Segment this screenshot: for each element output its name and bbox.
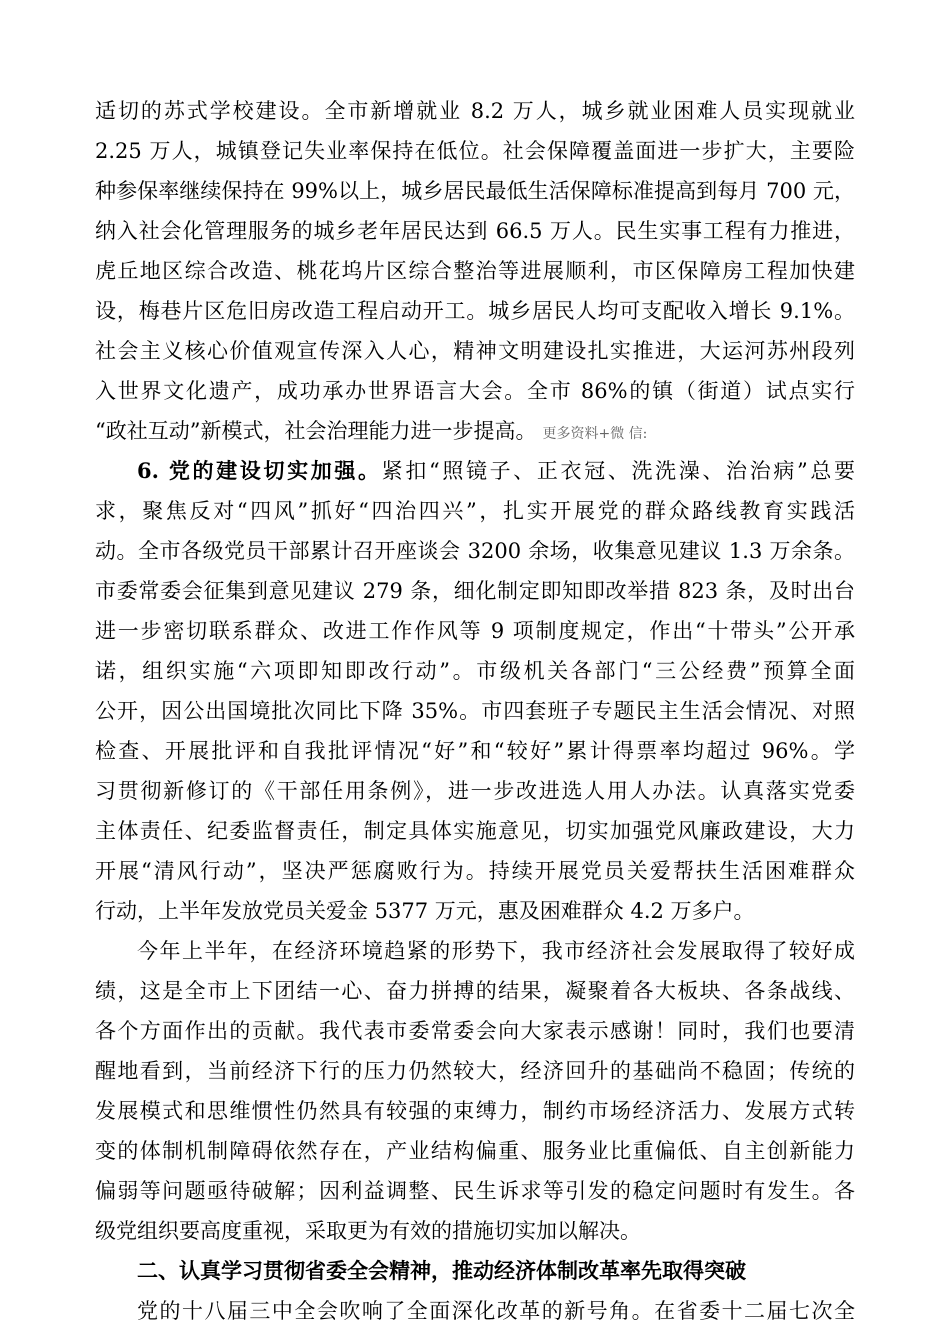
section-6-heading: 6. 党的建设切实加强。 — [137, 458, 382, 483]
paragraph-line: 纳入社会化管理服务的城乡老年居民达到 66.5 万人。民生实事工程有力推进， — [95, 219, 855, 243]
paragraph-line: 2.25 万人，城镇登记失业率保持在低位。社会保障覆盖面进一步扩大，主要险 — [95, 139, 855, 163]
paragraph-line: 绩，这是全市上下团结一心、奋力拼搏的结果，凝聚着各大板块、各条战线、 — [95, 979, 855, 1003]
paragraph-line-text: “政社互动”新模式，社会治理能力进一步提高。 — [95, 419, 537, 443]
paragraph-line: 社会主义核心价值观宣传深入人心，精神文明建设扎实推进，大运河苏州段列 — [95, 339, 855, 363]
paragraph-line: 虎丘地区综合改造、桃花坞片区综合整治等进展顺利，市区保障房工程加快建 — [95, 259, 855, 283]
paragraph-line: 醒地看到，当前经济下行的压力仍然较大，经济回升的基础尚不稳固；传统的 — [95, 1059, 855, 1083]
section-6-first-line — [137, 451, 855, 491]
paragraph-line: 级党组织要高度重视，采取更为有效的措施切实加以解决。 — [95, 1219, 641, 1243]
paragraph-line: 检查、开展批评和自我批评情况“好”和“较好”累计得票率均超过 96%。学 — [95, 739, 855, 763]
section-2-heading: 二、认真学习贯彻省委全会精神，推动经济体制改革率先取得突破 — [137, 1258, 746, 1283]
paragraph-line: 主体责任、纪委监督责任，制定具体实施意见，切实加强党风廉政建设，大力 — [95, 819, 855, 843]
paragraph-line: 公开，因公出国境批次同比下降 35%。市四套班子专题民主生活会情况、对照 — [95, 699, 855, 723]
paragraph-line: 种参保率继续保持在 99%以上，城乡居民最低生活保障标准提高到每月 700 元， — [95, 179, 855, 203]
paragraph-line: 发展模式和思维惯性仍然具有较强的束缚力，制约市场经济活力、发展方式转 — [95, 1099, 855, 1123]
paragraph-line: 行动，上半年发放党员关爱金 5377 万元，惠及困难群众 4.2 万多户。 — [95, 899, 755, 923]
paragraph-line: 设，梅巷片区危旧房改造工程启动开工。城乡居民人均可支配收入增长 9.1%。 — [95, 299, 855, 323]
paragraph-line: 今年上半年，在经济环境趋紧的形势下，我市经济社会发展取得了较好成 — [137, 939, 855, 963]
paragraph-line: 市委常委会征集到意见建议 279 条，细化制定即知即改举措 823 条，及时出台 — [95, 579, 855, 603]
paragraph-line: 习贯彻新修订的《干部任用条例》，进一步改进选人用人办法。认真落实党委 — [95, 779, 855, 803]
paragraph-line: 开展“清风行动”，坚决严惩腐败行为。持续开展党员关爱帮扶生活困难群众 — [95, 859, 855, 883]
paragraph-line: 入世界文化遗产，成功承办世界语言大会。全市 86%的镇（街道）试点实行 — [95, 379, 855, 403]
paragraph-line-text: 紧扣“照镜子、正衣冠、洗洗澡、治治病”总要 — [381, 459, 855, 483]
paragraph-line-with-watermark — [95, 411, 855, 451]
paragraph-line: 偏弱等问题亟待破解；因利益调整、民生诉求等引发的稳定问题时有发生。各 — [95, 1179, 855, 1203]
paragraph-line: 变的体制机制障碍依然存在，产业结构偏重、服务业比重偏低、自主创新能力 — [95, 1139, 855, 1163]
paragraph-line: 各个方面作出的贡献。我代表市委常委会向大家表示感谢！同时，我们也要清 — [95, 1019, 855, 1043]
paragraph-line: 动。全市各级党员干部累计召开座谈会 3200 余场，收集意见建议 1.3 万余条。 — [95, 539, 855, 563]
paragraph-line: 适切的苏式学校建设。全市新增就业 8.2 万人，城乡就业困难人员实现就业 — [95, 99, 855, 123]
paragraph-line: 诺，组织实施“六项即知即改行动”。市级机关各部门“三公经费”预算全面 — [95, 659, 855, 683]
paragraph-line: 党的十八届三中全会吹响了全面深化改革的新号角。在省委十二届七次全 — [137, 1299, 855, 1323]
watermark-text: 更多资料+微 信: — [542, 426, 648, 442]
paragraph-line: 进一步密切联系群众、改进工作作风等 9 项制度规定，作出“十带头”公开承 — [95, 619, 855, 643]
paragraph-line: 求，聚焦反对“四风”抓好“四治四兴”，扎实开展党的群众路线教育实践活 — [95, 499, 855, 523]
